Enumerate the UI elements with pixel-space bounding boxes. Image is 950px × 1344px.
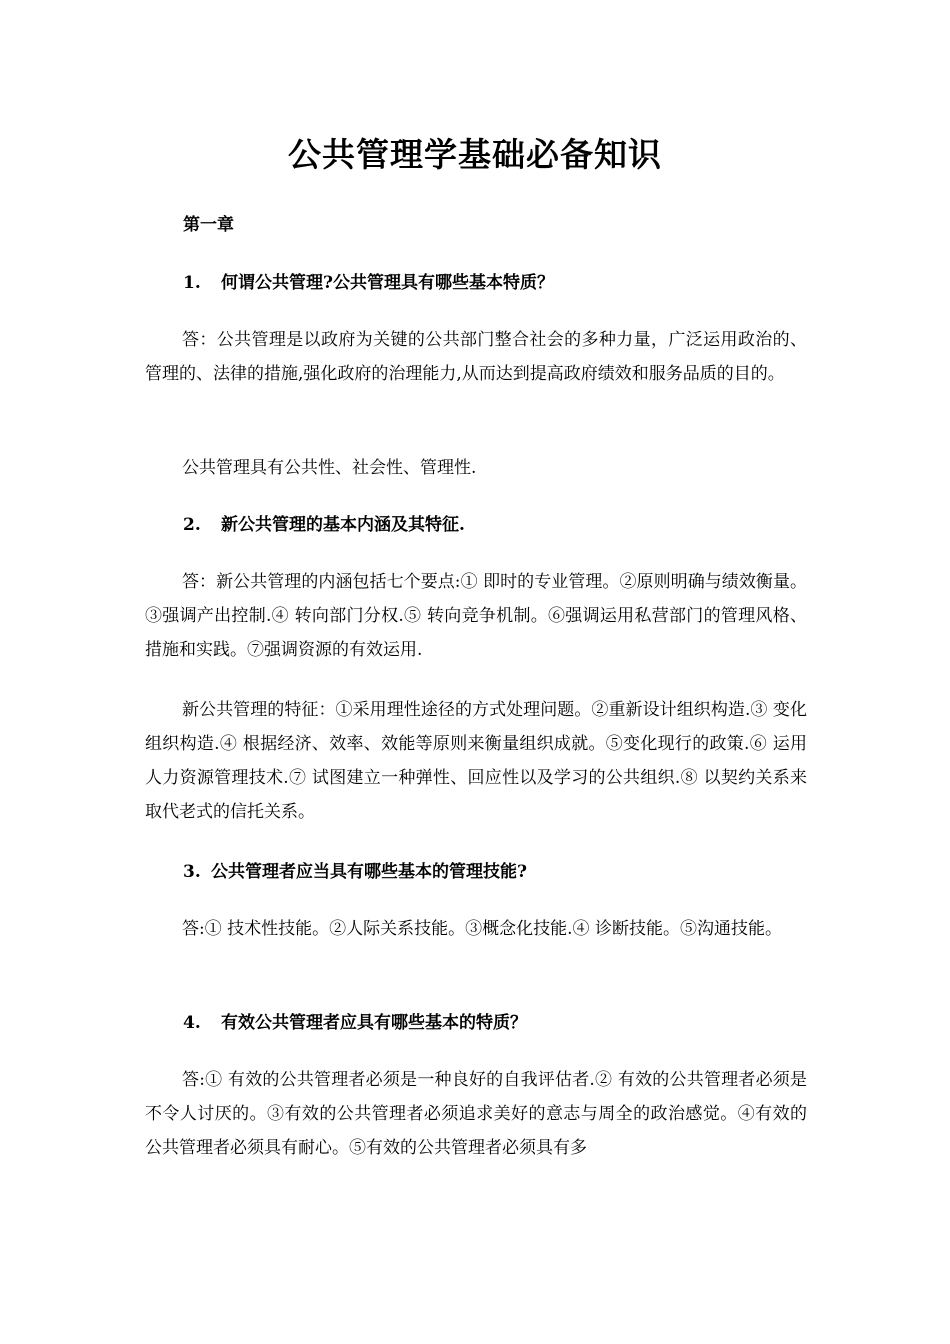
paragraph: 答:① 有效的公共管理者必须是一种良好的自我评估者.② 有效的公共管理者必须是不令人讨厌的。③有效的公共管理者必须追求美好的意志与周全的政治感觉。④有效的公共管理者必须具有耐心。⑤有效的公共管理者必须具有多	[145, 1070, 807, 1158]
chapter-heading: 第一章	[183, 215, 234, 235]
section-number: 1.	[183, 273, 201, 293]
section-heading-4	[183, 1008, 823, 1038]
section-question: 公共管理者应当具有哪些基本的管理技能?	[211, 862, 527, 882]
paragraph: 答：公共管理是以政府为关键的公共部门整合社会的多种力量，广泛运用政治的、管理的、法律的措施,强化政府的治理能力,从而达到提高政府绩效和服务品质的目的。	[145, 330, 807, 384]
page-title: 公共管理学基础必备知识	[288, 135, 662, 174]
section-question: 新公共管理的基本内涵及其特征.	[221, 515, 465, 535]
paragraph: 答：新公共管理的内涵包括七个要点:① 即时的专业管理。②原则明确与绩效衡量。③强调产出控制.④ 转向部门分权.⑤ 转向竞争机制。⑥强调运用私营部门的管理风格、措施和实践。⑦强调资源的有效运用.	[145, 572, 807, 660]
section-heading-1	[183, 268, 823, 298]
section-question: 何谓公共管理?公共管理具有哪些基本特质？	[221, 273, 554, 293]
paragraph: 公共管理具有公共性、社会性、管理性.	[182, 458, 477, 478]
section-question: 有效公共管理者应具有哪些基本的特质？	[221, 1013, 527, 1033]
section-heading-2	[183, 510, 823, 540]
section-number: 3.	[183, 862, 201, 882]
section-number: 2.	[183, 515, 201, 535]
section-heading-3	[183, 857, 823, 887]
paragraph: 答:① 技术性技能。②人际关系技能。③概念化技能.④ 诊断技能。⑤沟通技能。	[182, 919, 782, 939]
section-number: 4.	[183, 1013, 201, 1033]
paragraph: 新公共管理的特征：①采用理性途径的方式处理问题。②重新设计组织构造.③ 变化组织构造.④ 根据经济、效率、效能等原则来衡量组织成就。⑤变化现行的政策.⑥ 运用人力资源管理技术.⑦ 试图建立一种弹性、回应性以及学习的公共组织.⑧ 以契约关系来取代老式的信托关系。	[145, 700, 807, 822]
